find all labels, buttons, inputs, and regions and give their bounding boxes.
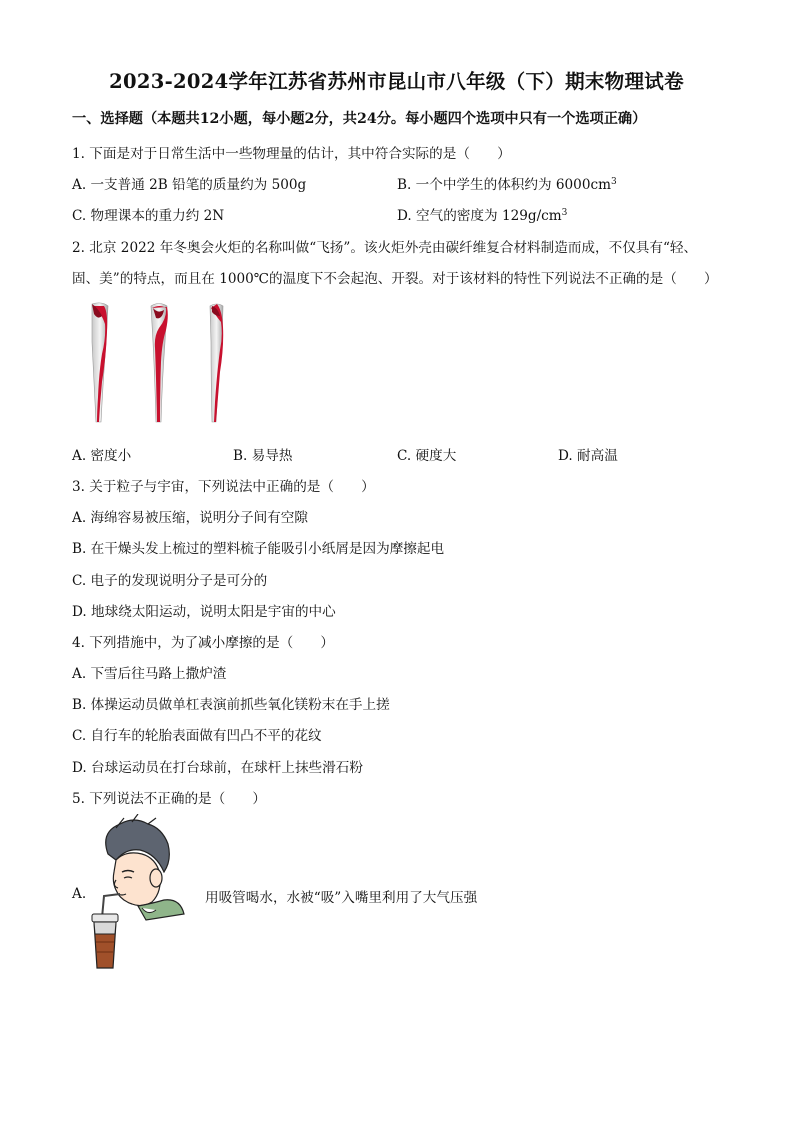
question-2-option-a[interactable] bbox=[72, 444, 131, 464]
question-5-stem: 5. 下列说法不正确的是（ ） bbox=[72, 791, 267, 807]
question-3-option-c[interactable]: C. 电子的发现说明分子是可分的 bbox=[72, 573, 268, 589]
question-2-stem-line-2: 固、美”的特点，而且在 1000℃的温度下不会起泡、开裂。对于该材料的特性下列说法不正确的是（ ） bbox=[72, 271, 718, 287]
option-text: B. 一个中学生的体积约为 6000cm bbox=[397, 177, 611, 193]
option-text: C. 硬度大 bbox=[397, 448, 457, 464]
question-2-option-b[interactable] bbox=[233, 444, 292, 464]
option-text: A. 密度小 bbox=[72, 448, 132, 464]
question-4-option-d[interactable]: D. 台球运动员在打台球前，在球杆上抹些滑石粉 bbox=[72, 760, 363, 776]
superscript: 3 bbox=[611, 177, 617, 187]
option-text: D. 耐高温 bbox=[558, 448, 618, 464]
question-1-option-d[interactable] bbox=[397, 204, 567, 224]
question-3-option-d[interactable]: D. 地球绕太阳运动，说明太阳是宇宙的中心 bbox=[72, 604, 336, 620]
superscript: 3 bbox=[561, 208, 568, 218]
torch-image-1 bbox=[86, 302, 112, 426]
question-1-option-b[interactable] bbox=[397, 173, 617, 193]
question-3-option-b[interactable]: B. 在干燥头发上梳过的塑料梳子能吸引小纸屑是因为摩擦起电 bbox=[72, 541, 445, 557]
question-3-option-a[interactable]: A. 海绵容易被压缩，说明分子间有空隙 bbox=[72, 510, 308, 526]
boy-drinking-straw-image bbox=[86, 814, 186, 974]
option-text: C. 物理课本的重力约 2N bbox=[72, 208, 225, 224]
question-2-option-d[interactable] bbox=[558, 444, 618, 464]
question-5-option-a-caption: 用吸管喝水，水被“吸”入嘴里利用了大气压强 bbox=[205, 890, 478, 906]
question-1-option-c[interactable] bbox=[72, 204, 224, 224]
question-4-option-b[interactable]: B. 体操运动员做单杠表演前抓些氧化镁粉末在手上搓 bbox=[72, 697, 390, 713]
torch-image-2 bbox=[146, 302, 172, 426]
torch-image-3 bbox=[203, 302, 229, 426]
question-5-option-a-label[interactable]: A. bbox=[72, 886, 87, 902]
option-text: B. 易导热 bbox=[233, 448, 293, 464]
svg-text:†: † bbox=[156, 337, 159, 343]
question-3-stem: 3. 关于粒子与宇宙，下列说法中正确的是（ ） bbox=[72, 479, 375, 495]
question-4-option-a[interactable]: A. 下雪后往马路上撒炉渣 bbox=[72, 666, 227, 682]
exam-title: 2023-2024学年江苏省苏州市昆山市八年级（下）期末物理试卷 bbox=[109, 70, 684, 93]
question-1-option-a[interactable] bbox=[72, 173, 306, 193]
question-2-option-c[interactable] bbox=[397, 444, 456, 464]
question-4-stem: 4. 下列措施中，为了减小摩擦的是（ ） bbox=[72, 635, 334, 651]
question-2-stem-line-1: 2. 北京 2022 年冬奥会火炬的名称叫做“飞扬”。该火炬外壳由碳纤维复合材料制造而成，不仅具有“轻、 bbox=[72, 240, 698, 256]
option-text: A. 一支普通 2B 铅笔的质量约为 500g bbox=[72, 177, 307, 193]
option-text: D. 空气的密度为 129g/cm bbox=[397, 208, 562, 224]
section-heading-choice: 一、选择题（本题共12小题，每小题2分，共24分。每小题四个选项中只有一个选项正确） bbox=[72, 111, 647, 127]
question-1-stem: 1. 下面是对于日常生活中一些物理量的估计，其中符合实际的是（ ） bbox=[72, 146, 511, 162]
question-4-option-c[interactable]: C. 自行车的轮胎表面做有凹凸不平的花纹 bbox=[72, 728, 322, 744]
